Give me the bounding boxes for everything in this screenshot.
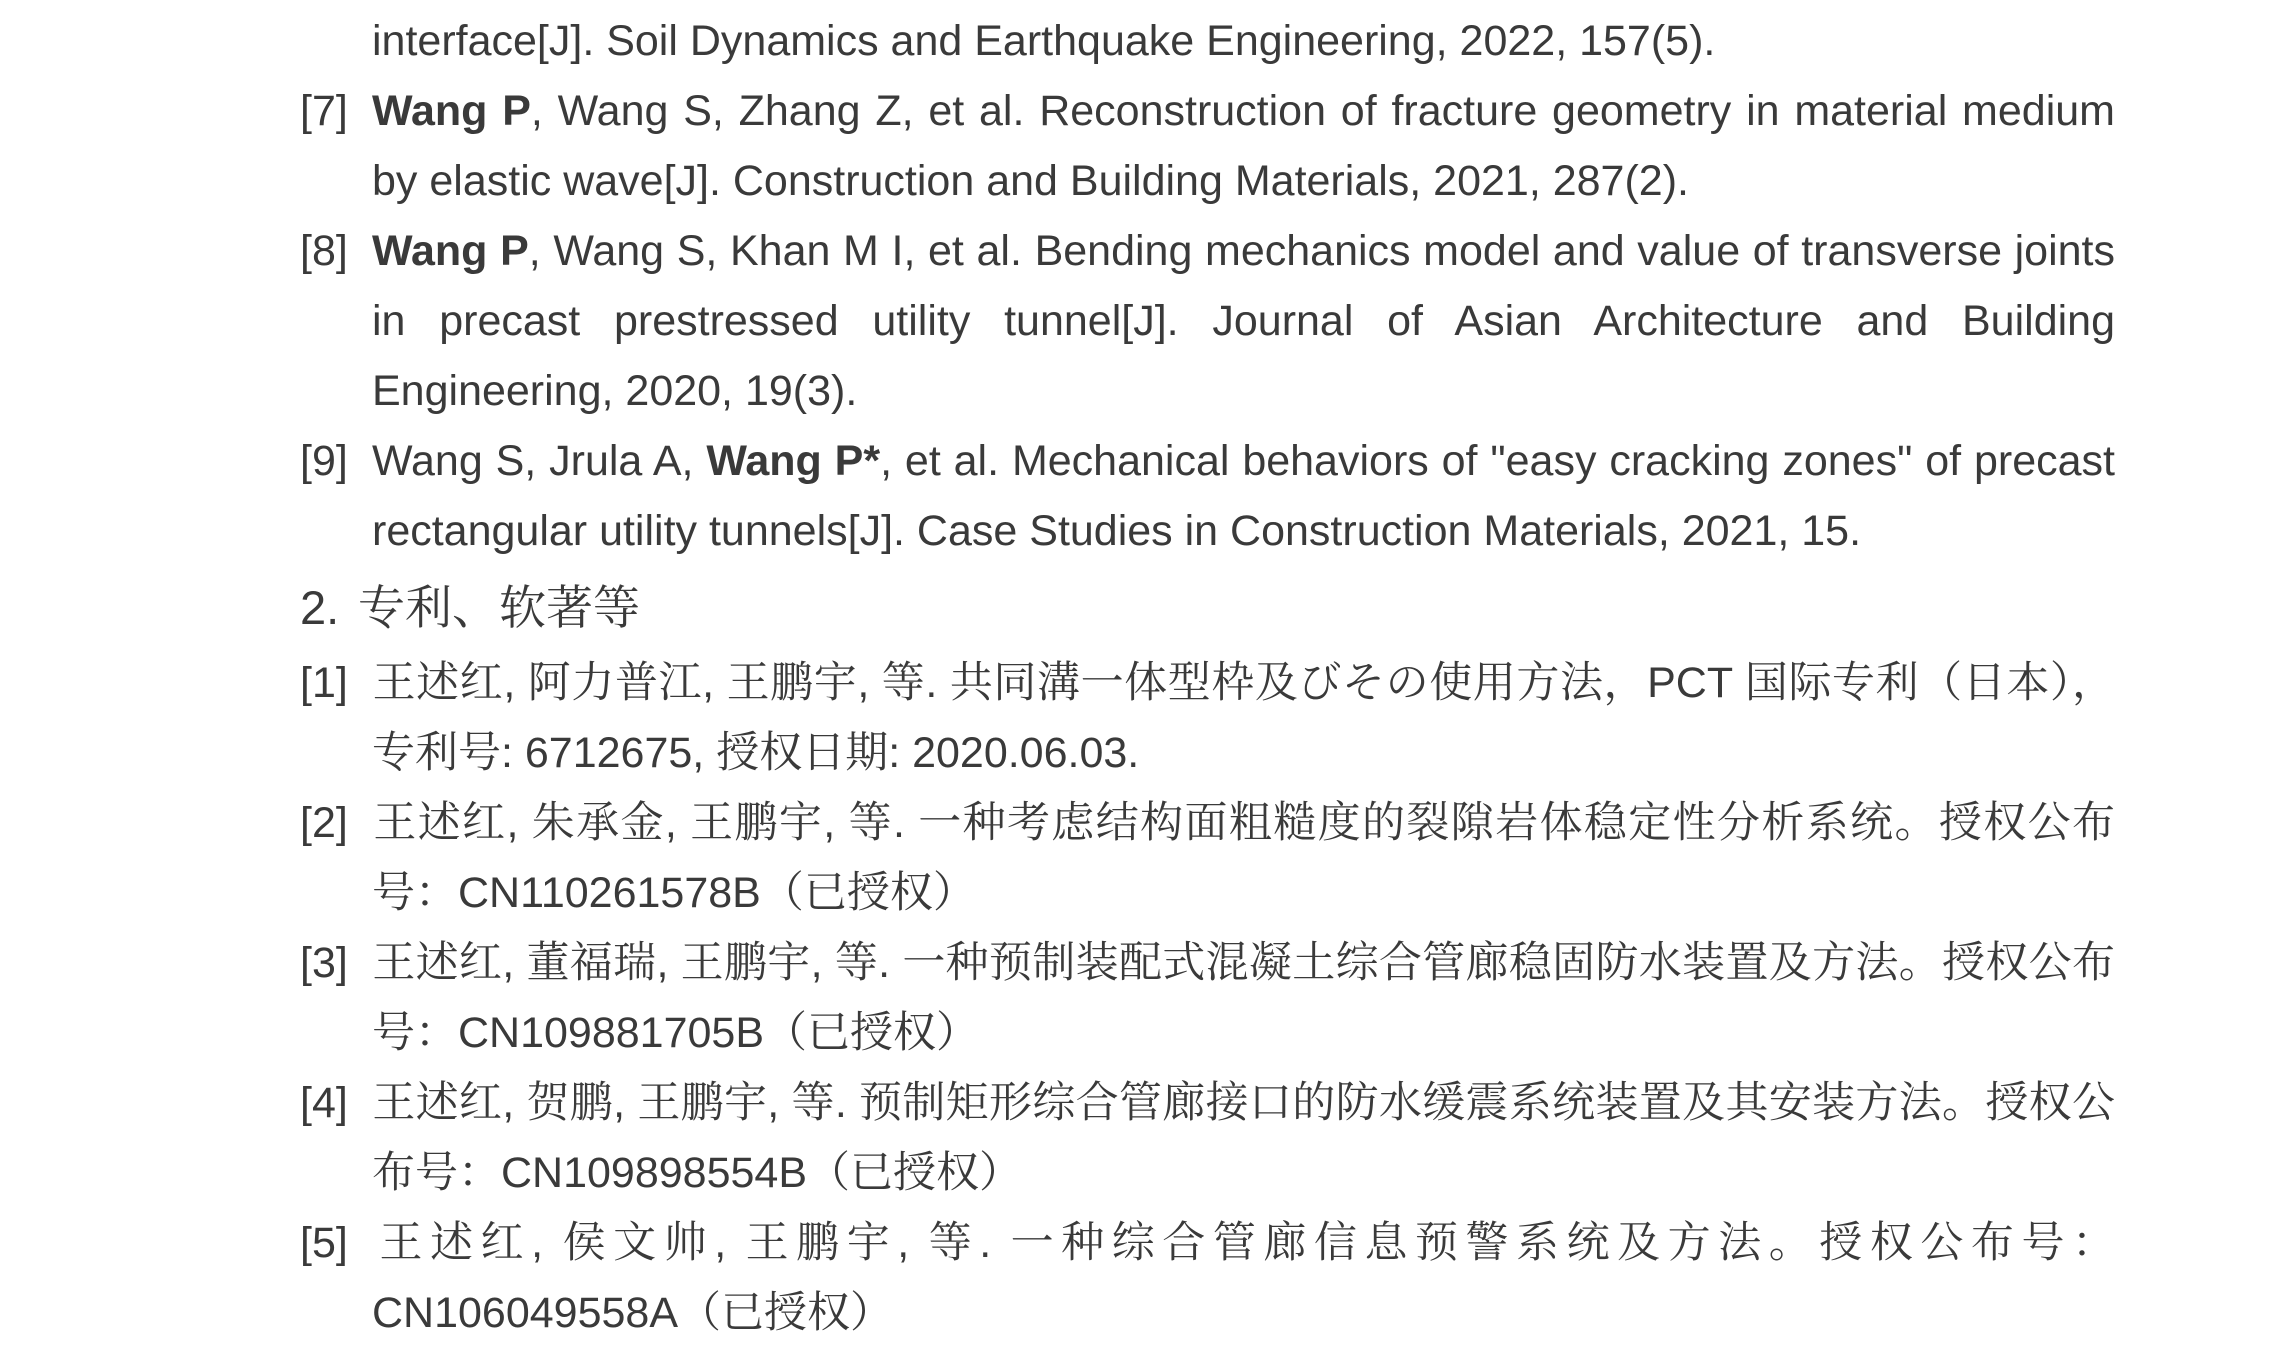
- reference-item: [300, 788, 2115, 928]
- reference-text: , et al. Mechanical behaviors of "easy cracking zones" of precast rectangular utility tunnels[J]. Case Studies in Construction Materials, 2021, 15.: [372, 437, 2115, 555]
- reference-text: 王述红, 阿力普江, 王鹏宇, 等. 共同溝一体型枠及びその使用方法，PCT 国际专利（日本），专利号: 6712675, 授权日期: 2020.06.03.: [372, 659, 2115, 777]
- reference-text: interface[J]. Soil Dynamics and Earthquake Engineering, 2022, 157(5).: [372, 17, 1716, 65]
- reference-marker: [7]: [300, 87, 348, 135]
- reference-item: [300, 648, 2115, 788]
- reference-marker: [2]: [300, 799, 348, 847]
- reference-marker: [5]: [300, 1219, 348, 1267]
- highlighted-author: Wang P: [372, 227, 529, 275]
- section-heading-title: 专利、软著等: [358, 581, 640, 634]
- reference-item: [300, 6, 2115, 76]
- reference-text: , Wang S, Zhang Z, et al. Reconstruction of fracture geometry in material medium by elastic wave[J]. Construction and Building Materials, 2021, 287(2).: [372, 87, 2115, 205]
- reference-text: 王述红, 侯文帅, 王鹏宇, 等. 一种综合管廊信息预警系统及方法。授权公布号：CN106049558A（已授权）: [372, 1219, 2115, 1337]
- reference-marker: [1]: [300, 659, 348, 707]
- reference-item: [300, 1068, 2115, 1208]
- reference-marker: [8]: [300, 227, 348, 275]
- highlighted-author: Wang P: [372, 87, 531, 135]
- reference-marker: [3]: [300, 939, 348, 987]
- patent-reference-list: [300, 648, 2115, 1348]
- reference-text: 王述红, 董福瑞, 王鹏宇, 等. 一种预制装配式混凝土综合管廊稳固防水装置及方法。授权公布号：CN109881705B（已授权）: [372, 939, 2115, 1057]
- reference-text: 王述红, 贺鹏, 王鹏宇, 等. 预制矩形综合管廊接口的防水缓震系统装置及其安装方法。授权公布号：CN109898554B（已授权）: [372, 1079, 2115, 1197]
- highlighted-author: Wang P*: [706, 437, 881, 485]
- reference-item: [300, 426, 2115, 566]
- section-heading-patents: [300, 570, 2113, 646]
- reference-item: [300, 76, 2115, 216]
- reference-marker: [4]: [300, 1079, 348, 1127]
- reference-item: [300, 928, 2115, 1068]
- section-heading-number: 2.: [300, 581, 340, 634]
- reference-marker: [9]: [300, 437, 348, 485]
- reference-text: , Wang S, Khan M I, et al. Bending mechanics model and value of transverse joints in precast prestressed utility tunnel[J]. Journal of Asian Architecture and Building Engineering, 2020, 19(3).: [372, 227, 2115, 415]
- reference-text: Wang S, Jrula A,: [372, 437, 707, 485]
- journal-reference-list: [300, 6, 2115, 566]
- reference-item: [300, 1208, 2115, 1348]
- reference-item: [300, 216, 2115, 426]
- reference-text: 王述红, 朱承金, 王鹏宇, 等. 一种考虑结构面粗糙度的裂隙岩体稳定性分析系统。授权公布号：CN110261578B（已授权）: [372, 799, 2115, 917]
